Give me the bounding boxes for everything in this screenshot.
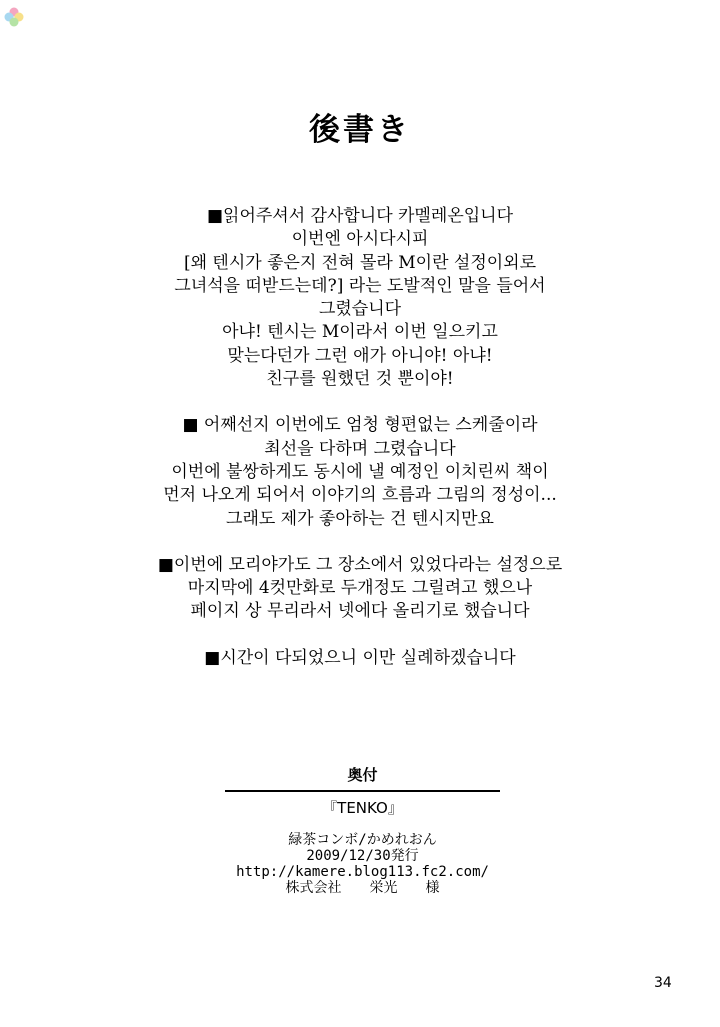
book-title: 『TENKO』 xyxy=(322,799,403,817)
text-line: ■시간이 다되었으니 이만 실례하겠습니다 xyxy=(204,647,516,668)
text-line: 그렸습니다 xyxy=(318,299,402,320)
text-line: ■읽어주셔서 감사합니다 카멜레온입니다 xyxy=(206,206,514,226)
printer-name: 株式会社 栄光 様 xyxy=(285,880,440,896)
text-line: 친구를 원했던 것 뿐이야! xyxy=(266,369,454,390)
text-line: 그래도 제가 좋아하는 건 텐시지만요 xyxy=(226,508,494,529)
text-line: 아냐! 텐시는 M이라서 이번 일으키고 xyxy=(222,322,498,343)
text-line: 페이지 상 무리라서 넷에다 올리기로 했습니다 xyxy=(190,601,530,622)
text-line: [왜 텐시가 좋은지 전혀 몰라 M이란 설정이외로 xyxy=(183,252,537,273)
colophon-heading: 奥付 xyxy=(347,766,378,784)
afterword-body xyxy=(0,205,720,693)
text-line: 이번에 불쌍하게도 동시에 낼 예정인 이치린씨 책이 xyxy=(171,461,549,482)
clover-petal-bottom xyxy=(10,18,19,27)
text-line: 맞는다던가 그런 애가 아니야! 아냐! xyxy=(227,345,493,366)
afterword-paragraph xyxy=(0,647,720,670)
afterword-paragraph xyxy=(0,414,720,530)
text-line: ■이번에 모리야가도 그 장소에서 있었다라는 설정으로 xyxy=(157,554,563,575)
publication-date: 2009/12/30発行 xyxy=(306,848,419,864)
text-line: 마지막에 4컷만화로 두개정도 그릴려고 했으나 xyxy=(187,578,533,599)
publication-info xyxy=(225,832,500,896)
page-number: 34 xyxy=(654,975,672,991)
afterword-paragraph xyxy=(0,554,720,624)
colophon xyxy=(225,765,500,896)
circle-name: 緑茶コンボ/かめれおん xyxy=(288,832,437,848)
page-title: 後書き xyxy=(309,112,411,148)
website-url: http://kamere.blog113.fc2.com/ xyxy=(236,864,489,880)
colophon-divider xyxy=(225,790,500,792)
text-line: ■ 어째선지 이번에도 엄청 형편없는 스케줄이라 xyxy=(182,415,538,436)
clover-icon xyxy=(4,6,24,28)
afterword-paragraph xyxy=(0,205,720,391)
text-line: 먼저 나오게 되어서 이야기의 흐름과 그림의 정성이... xyxy=(163,485,557,506)
text-line: 이번엔 아시다시피 xyxy=(291,229,429,250)
text-line: 최선을 다하며 그렸습니다 xyxy=(264,438,456,459)
text-line: 그녀석을 떠받드는데?] 라는 도발적인 말을 들어서 xyxy=(174,275,546,296)
